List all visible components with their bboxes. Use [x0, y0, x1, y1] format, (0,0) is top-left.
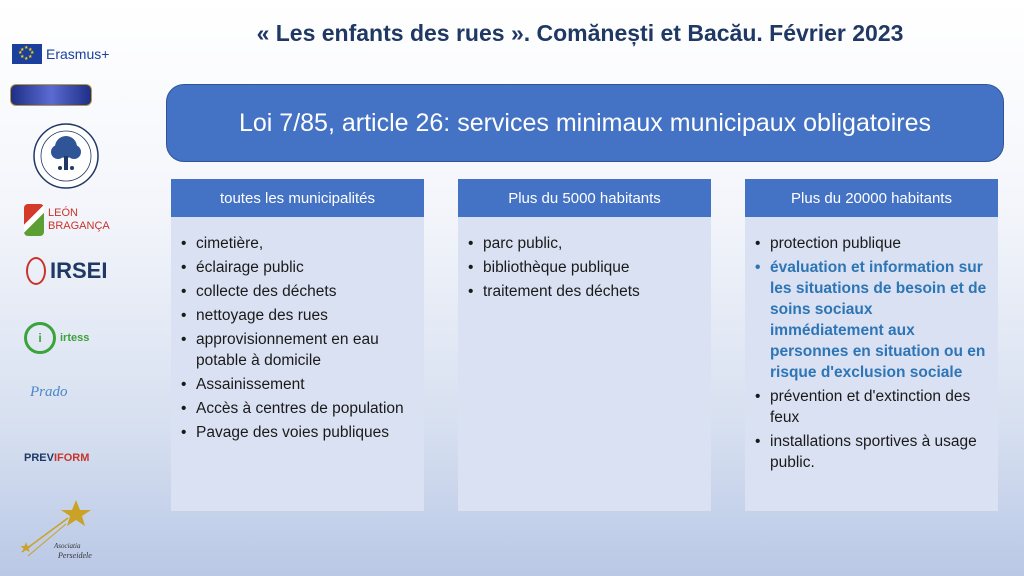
column-header: Plus du 5000 habitants: [458, 179, 711, 217]
column-body: [745, 217, 998, 511]
irtess-logo: [24, 322, 89, 354]
stars-line2: Perseidele: [58, 551, 92, 560]
euro-network-logo: [10, 84, 92, 106]
list-item: • cimetière,: [181, 233, 416, 254]
list-item: • Accès à centres de population: [181, 398, 416, 419]
list-item: • approvisionnement en eau potable à domicile: [181, 329, 416, 371]
eu-flag-icon: ★ ★ ★ ★ ★ ★ ★ ★: [12, 44, 42, 64]
list-item: • Pavage des voies publiques: [181, 422, 416, 443]
previform-logo: [24, 452, 89, 464]
column-body: [171, 217, 424, 511]
partner-logos: [0, 0, 140, 576]
prado-label: Prado: [30, 384, 68, 400]
law-banner: [166, 84, 1004, 162]
irsei-label: IRSEI: [50, 258, 108, 283]
stars-line1: Asociatia: [54, 542, 81, 550]
column-header: toutes les municipalités: [171, 179, 424, 217]
column-body: [458, 217, 711, 511]
list-item: • parc public,: [468, 233, 703, 254]
irtess-mark-icon: i: [24, 322, 56, 354]
slide-title: « Les enfants des rues ». Comănești et Bacău. Février 2023: [256, 20, 904, 46]
list-item: • Assainissement: [181, 374, 416, 395]
irsei-logo: [26, 257, 107, 285]
list-item: • traitement des déchets: [468, 281, 703, 302]
column-header: Plus du 20000 habitants: [745, 179, 998, 217]
column-5000-inhabitants: [458, 179, 711, 511]
list-item: • installations sportives à usage public.: [755, 431, 990, 473]
leon-line1: LEÓN: [48, 207, 78, 219]
service-list: [755, 233, 990, 473]
list-item: • collecte des déchets: [181, 281, 416, 302]
service-list: [181, 233, 416, 443]
service-list: [468, 233, 703, 302]
leon-braganca-logo: [24, 204, 110, 236]
list-item: • prévention et d'extinction des feux: [755, 386, 990, 428]
tree-seal-logo: [32, 122, 100, 195]
list-item: • évaluation et information sur les situations de besoin et de soins sociaux immédiatement aux personnes en situation ou en risque d'exclusion sociale: [755, 257, 990, 383]
perseidele-logo: [14, 494, 124, 564]
leon-line2: BRAGANÇA: [48, 220, 110, 232]
prado-logo: [30, 384, 68, 401]
list-item: • éclairage public: [181, 257, 416, 278]
list-item: • protection publique: [755, 233, 990, 254]
column-20000-inhabitants: [745, 179, 998, 511]
erasmus-logo: [12, 44, 109, 64]
list-item: • nettoyage des rues: [181, 305, 416, 326]
irtess-label: irtess: [60, 332, 90, 344]
irsei-mark-icon: [26, 257, 46, 285]
law-banner-text: Loi 7/85, article 26: services minimaux municipaux obligatoires: [239, 108, 931, 137]
erasmus-label: Erasmus+: [46, 46, 110, 62]
previform-label-b: IFORM: [53, 452, 90, 464]
column-all-municipalities: [171, 179, 424, 511]
leon-mark-icon: [24, 204, 44, 236]
previform-label-a: PREV: [24, 452, 54, 464]
list-item: • bibliothèque publique: [468, 257, 703, 278]
